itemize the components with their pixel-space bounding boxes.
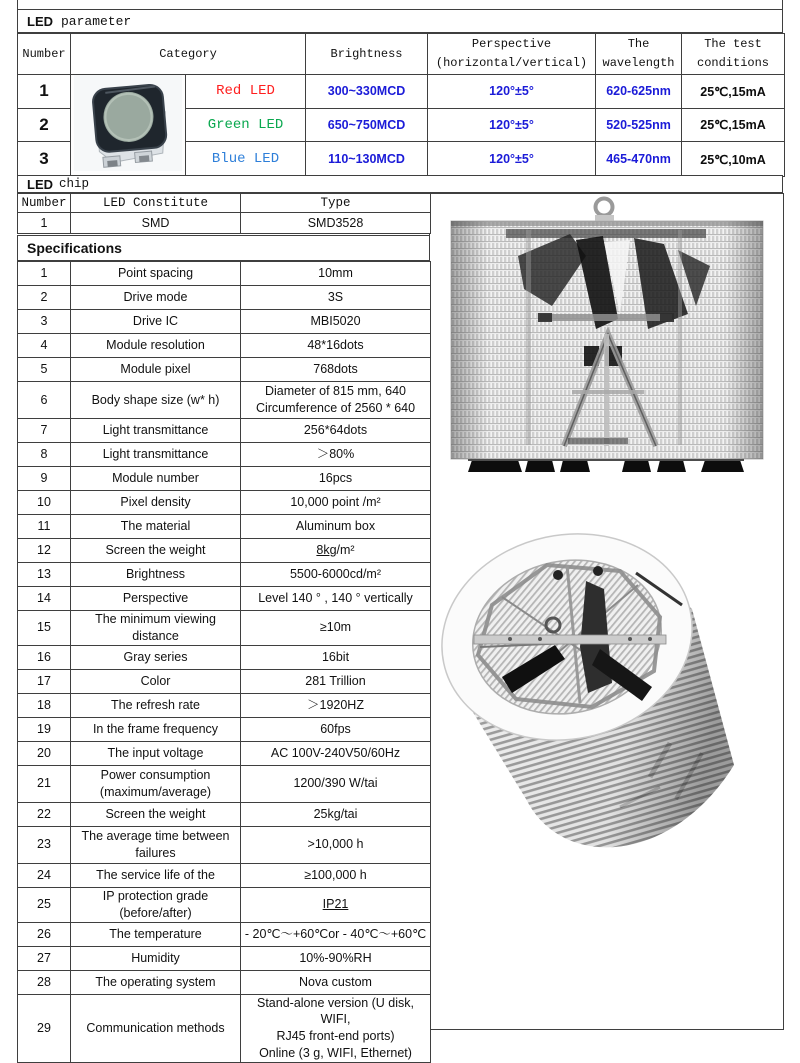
spec-value-cell: MBI5020 bbox=[241, 310, 431, 334]
spec-value-cell: ＞1920HZ bbox=[241, 693, 431, 717]
spec-item-cell: The material bbox=[71, 515, 241, 539]
header-wavelength-line2: wavelength bbox=[602, 56, 675, 70]
spec-row bbox=[18, 443, 431, 467]
spec-number-cell: 20 bbox=[18, 741, 71, 765]
spec-item-cell: The refresh rate bbox=[71, 693, 241, 717]
spec-row bbox=[18, 887, 431, 922]
spec-row bbox=[18, 765, 431, 802]
chip-header-constitute-bold: LED bbox=[102, 196, 126, 210]
spec-item-cell: Pixel density bbox=[71, 491, 241, 515]
spec-item-cell: Module number bbox=[71, 467, 241, 491]
spec-row bbox=[18, 491, 431, 515]
spec-item-cell: Power consumption (maximum/average) bbox=[71, 765, 241, 802]
spec-value-cell: Level 140 ° , 140 ° vertically bbox=[241, 587, 431, 611]
row3-category: Blue LED bbox=[186, 142, 306, 177]
chip-row-number: 1 bbox=[18, 213, 71, 234]
spec-number-cell: 15 bbox=[18, 611, 71, 646]
spec-item-cell: Module pixel bbox=[71, 358, 241, 382]
row2-category: Green LED bbox=[186, 108, 306, 142]
led-chip-title-bold: LED bbox=[27, 176, 53, 192]
spec-number-cell: 24 bbox=[18, 863, 71, 887]
chip-header-number: Number bbox=[18, 194, 71, 213]
spec-number-cell: 18 bbox=[18, 693, 71, 717]
spec-number-cell: 10 bbox=[18, 491, 71, 515]
row3-perspective: 120°±5° bbox=[428, 142, 596, 177]
spec-number-cell: 9 bbox=[18, 467, 71, 491]
row1-wavelength: 620-625nm bbox=[596, 75, 682, 109]
spec-row bbox=[18, 826, 431, 863]
spec-number-cell: 26 bbox=[18, 922, 71, 946]
spec-row bbox=[18, 611, 431, 646]
specifications-body bbox=[18, 262, 431, 1063]
spec-row bbox=[18, 419, 431, 443]
spec-row bbox=[18, 994, 431, 1063]
spec-number-cell: 11 bbox=[18, 515, 71, 539]
row3-brightness: 110~130MCD bbox=[306, 142, 428, 177]
row2-wavelength: 520-525nm bbox=[596, 108, 682, 142]
spec-row bbox=[18, 262, 431, 286]
spec-item-cell: Drive IC bbox=[71, 310, 241, 334]
row1-conditions: 25℃,15mA bbox=[682, 75, 785, 109]
spec-row bbox=[18, 286, 431, 310]
spec-value-cell: Nova custom bbox=[241, 970, 431, 994]
spec-item-cell: Light transmittance bbox=[71, 443, 241, 467]
spec-number-cell: 7 bbox=[18, 419, 71, 443]
spec-value-cell: >10,000 h bbox=[241, 826, 431, 863]
spec-value-cell: - 20℃～+60℃or - 40℃～+60℃ bbox=[241, 922, 431, 946]
spec-row bbox=[18, 946, 431, 970]
spec-item-cell: Color bbox=[71, 669, 241, 693]
header-perspective-line1: Perspective bbox=[471, 37, 552, 52]
spec-value-cell: 16pcs bbox=[241, 467, 431, 491]
led-chip-table bbox=[17, 193, 431, 234]
spec-row bbox=[18, 515, 431, 539]
spec-number-cell: 14 bbox=[18, 587, 71, 611]
spec-row bbox=[18, 970, 431, 994]
spec-value-cell: 10mm bbox=[241, 262, 431, 286]
spec-row bbox=[18, 382, 431, 419]
spec-value-cell: 25kg/tai bbox=[241, 802, 431, 826]
header-wavelength-line1: The bbox=[627, 37, 650, 52]
spec-number-cell: 8 bbox=[18, 443, 71, 467]
chip-row-type: SMD3528 bbox=[241, 213, 431, 234]
hanging-ring bbox=[596, 199, 613, 216]
spec-number-cell: 28 bbox=[18, 970, 71, 994]
spec-item-cell: The service life of the bbox=[71, 863, 241, 887]
row2-perspective: 120°±5° bbox=[428, 108, 596, 142]
spec-row bbox=[18, 358, 431, 382]
spec-value-cell: 60fps bbox=[241, 717, 431, 741]
spec-item-cell: Screen the weight bbox=[71, 802, 241, 826]
header-conditions-line1: The test bbox=[704, 37, 762, 52]
spec-value-cell: ≥100,000 h bbox=[241, 863, 431, 887]
spec-value-cell: AC 100V-240V50/60Hz bbox=[241, 741, 431, 765]
spec-number-cell: 23 bbox=[18, 826, 71, 863]
spec-item-cell: Body shape size (w* h) bbox=[71, 382, 241, 419]
header-perspective bbox=[428, 34, 596, 75]
smd-led-chip-photo bbox=[71, 75, 186, 177]
spec-item-cell: In the frame frequency bbox=[71, 717, 241, 741]
spec-number-cell: 17 bbox=[18, 669, 71, 693]
spec-value-cell: ＞80% bbox=[241, 443, 431, 467]
spec-value-cell: 10%-90%RH bbox=[241, 946, 431, 970]
spec-item-cell: Point spacing bbox=[71, 262, 241, 286]
row3-wavelength: 465-470nm bbox=[596, 142, 682, 177]
spec-item-cell: The average time between failures bbox=[71, 826, 241, 863]
spec-item-cell: Brightness bbox=[71, 563, 241, 587]
row3-number: 3 bbox=[18, 142, 71, 177]
spec-row bbox=[18, 467, 431, 491]
spec-number-cell: 13 bbox=[18, 563, 71, 587]
spec-value-cell: Diameter of 815 mm, 640 Circumference of 2560 * 640 bbox=[241, 382, 431, 419]
header-number: Number bbox=[18, 34, 71, 75]
spec-value-cell: 5500-6000cd/m² bbox=[241, 563, 431, 587]
spec-value-cell: ≥10m bbox=[241, 611, 431, 646]
led-parameter-title: parameter bbox=[61, 13, 132, 29]
spec-value-cell: Stand-alone version (U disk, WIFI, RJ45 front-end ports) Online (3 g, WIFI, Ethernet) bbox=[241, 994, 431, 1063]
spec-value-cell: 1200/390 W/tai bbox=[241, 765, 431, 802]
spec-number-cell: 16 bbox=[18, 645, 71, 669]
spec-value-cell: 256*64dots bbox=[241, 419, 431, 443]
spec-item-cell: The minimum viewing distance bbox=[71, 611, 241, 646]
specifications-band bbox=[17, 235, 430, 261]
spec-item-cell: IP protection grade (before/after) bbox=[71, 887, 241, 922]
spec-number-cell: 2 bbox=[18, 286, 71, 310]
spec-number-cell: 27 bbox=[18, 946, 71, 970]
spec-row bbox=[18, 922, 431, 946]
spec-item-cell: Humidity bbox=[71, 946, 241, 970]
spec-value-cell: 10,000 point /m² bbox=[241, 491, 431, 515]
spec-item-cell: Communication methods bbox=[71, 994, 241, 1063]
spec-row bbox=[18, 741, 431, 765]
table-row bbox=[18, 213, 431, 234]
header-brightness: Brightness bbox=[306, 34, 428, 75]
spec-item-cell: Light transmittance bbox=[71, 419, 241, 443]
spec-row bbox=[18, 587, 431, 611]
spec-item-cell: Module resolution bbox=[71, 334, 241, 358]
spec-row bbox=[18, 539, 431, 563]
spec-number-cell: 29 bbox=[18, 994, 71, 1063]
spec-item-cell: Perspective bbox=[71, 587, 241, 611]
spec-row bbox=[18, 863, 431, 887]
led-parameter-band bbox=[17, 9, 783, 33]
spec-row bbox=[18, 310, 431, 334]
spec-value-cell: 281 Trillion bbox=[241, 669, 431, 693]
spec-value-cell: IP21 bbox=[241, 887, 431, 922]
header-wavelength bbox=[596, 34, 682, 75]
led-cylinder-tilted-render bbox=[440, 497, 790, 892]
specifications-table bbox=[17, 261, 431, 1063]
spec-value-cell: 768dots bbox=[241, 358, 431, 382]
row2-number: 2 bbox=[18, 108, 71, 142]
top-row-sliver bbox=[17, 0, 783, 9]
chip-header-type: Type bbox=[241, 194, 431, 213]
spec-row bbox=[18, 693, 431, 717]
row1-category: Red LED bbox=[186, 75, 306, 109]
spec-row bbox=[18, 645, 431, 669]
led-chip-title: chip bbox=[59, 177, 90, 191]
row2-brightness: 650~750MCD bbox=[306, 108, 428, 142]
spec-number-cell: 12 bbox=[18, 539, 71, 563]
spec-number-cell: 19 bbox=[18, 717, 71, 741]
spec-value-cell: 16bit bbox=[241, 645, 431, 669]
spec-row bbox=[18, 563, 431, 587]
spec-row bbox=[18, 334, 431, 358]
spec-row bbox=[18, 802, 431, 826]
spec-number-cell: 5 bbox=[18, 358, 71, 382]
spec-value-cell: 3S bbox=[241, 286, 431, 310]
spec-number-cell: 3 bbox=[18, 310, 71, 334]
spec-value-cell: Aluminum box bbox=[241, 515, 431, 539]
header-conditions bbox=[682, 34, 785, 75]
spec-row bbox=[18, 669, 431, 693]
spec-value-cell: 8kg/m² bbox=[241, 539, 431, 563]
spec-item-cell: Gray series bbox=[71, 645, 241, 669]
row1-perspective: 120°±5° bbox=[428, 75, 596, 109]
spec-number-cell: 21 bbox=[18, 765, 71, 802]
header-category: Category bbox=[71, 34, 306, 75]
row3-conditions: 25℃,10mA bbox=[682, 142, 785, 177]
spec-number-cell: 1 bbox=[18, 262, 71, 286]
chip-header-constitute bbox=[71, 194, 241, 213]
table-row bbox=[18, 75, 785, 109]
spec-item-cell: Drive mode bbox=[71, 286, 241, 310]
spec-number-cell: 6 bbox=[18, 382, 71, 419]
header-conditions-line2: conditions bbox=[697, 56, 770, 70]
led-cylinder-side-render bbox=[448, 194, 766, 476]
header-perspective-line2: (horizontal/vertical) bbox=[435, 56, 588, 70]
specifications-title: Specifications bbox=[27, 240, 122, 256]
row1-brightness: 300~330MCD bbox=[306, 75, 428, 109]
spec-item-cell: Screen the weight bbox=[71, 539, 241, 563]
spec-item-cell: The operating system bbox=[71, 970, 241, 994]
spec-item-cell: The input voltage bbox=[71, 741, 241, 765]
chip-header-constitute-rest: Constitute bbox=[133, 196, 209, 210]
smd-led-chip-image bbox=[74, 75, 182, 171]
row1-number: 1 bbox=[18, 75, 71, 109]
spec-number-cell: 4 bbox=[18, 334, 71, 358]
spec-row bbox=[18, 717, 431, 741]
cylinder-feet bbox=[468, 459, 744, 472]
led-parameter-title-bold: LED bbox=[27, 13, 53, 29]
chip-row-constitute: SMD bbox=[71, 213, 241, 234]
spec-number-cell: 25 bbox=[18, 887, 71, 922]
row2-conditions: 25℃,15mA bbox=[682, 108, 785, 142]
spec-value-cell: 48*16dots bbox=[241, 334, 431, 358]
led-chip-band bbox=[17, 175, 783, 193]
led-parameter-table bbox=[17, 33, 785, 177]
spec-number-cell: 22 bbox=[18, 802, 71, 826]
spec-item-cell: The temperature bbox=[71, 922, 241, 946]
